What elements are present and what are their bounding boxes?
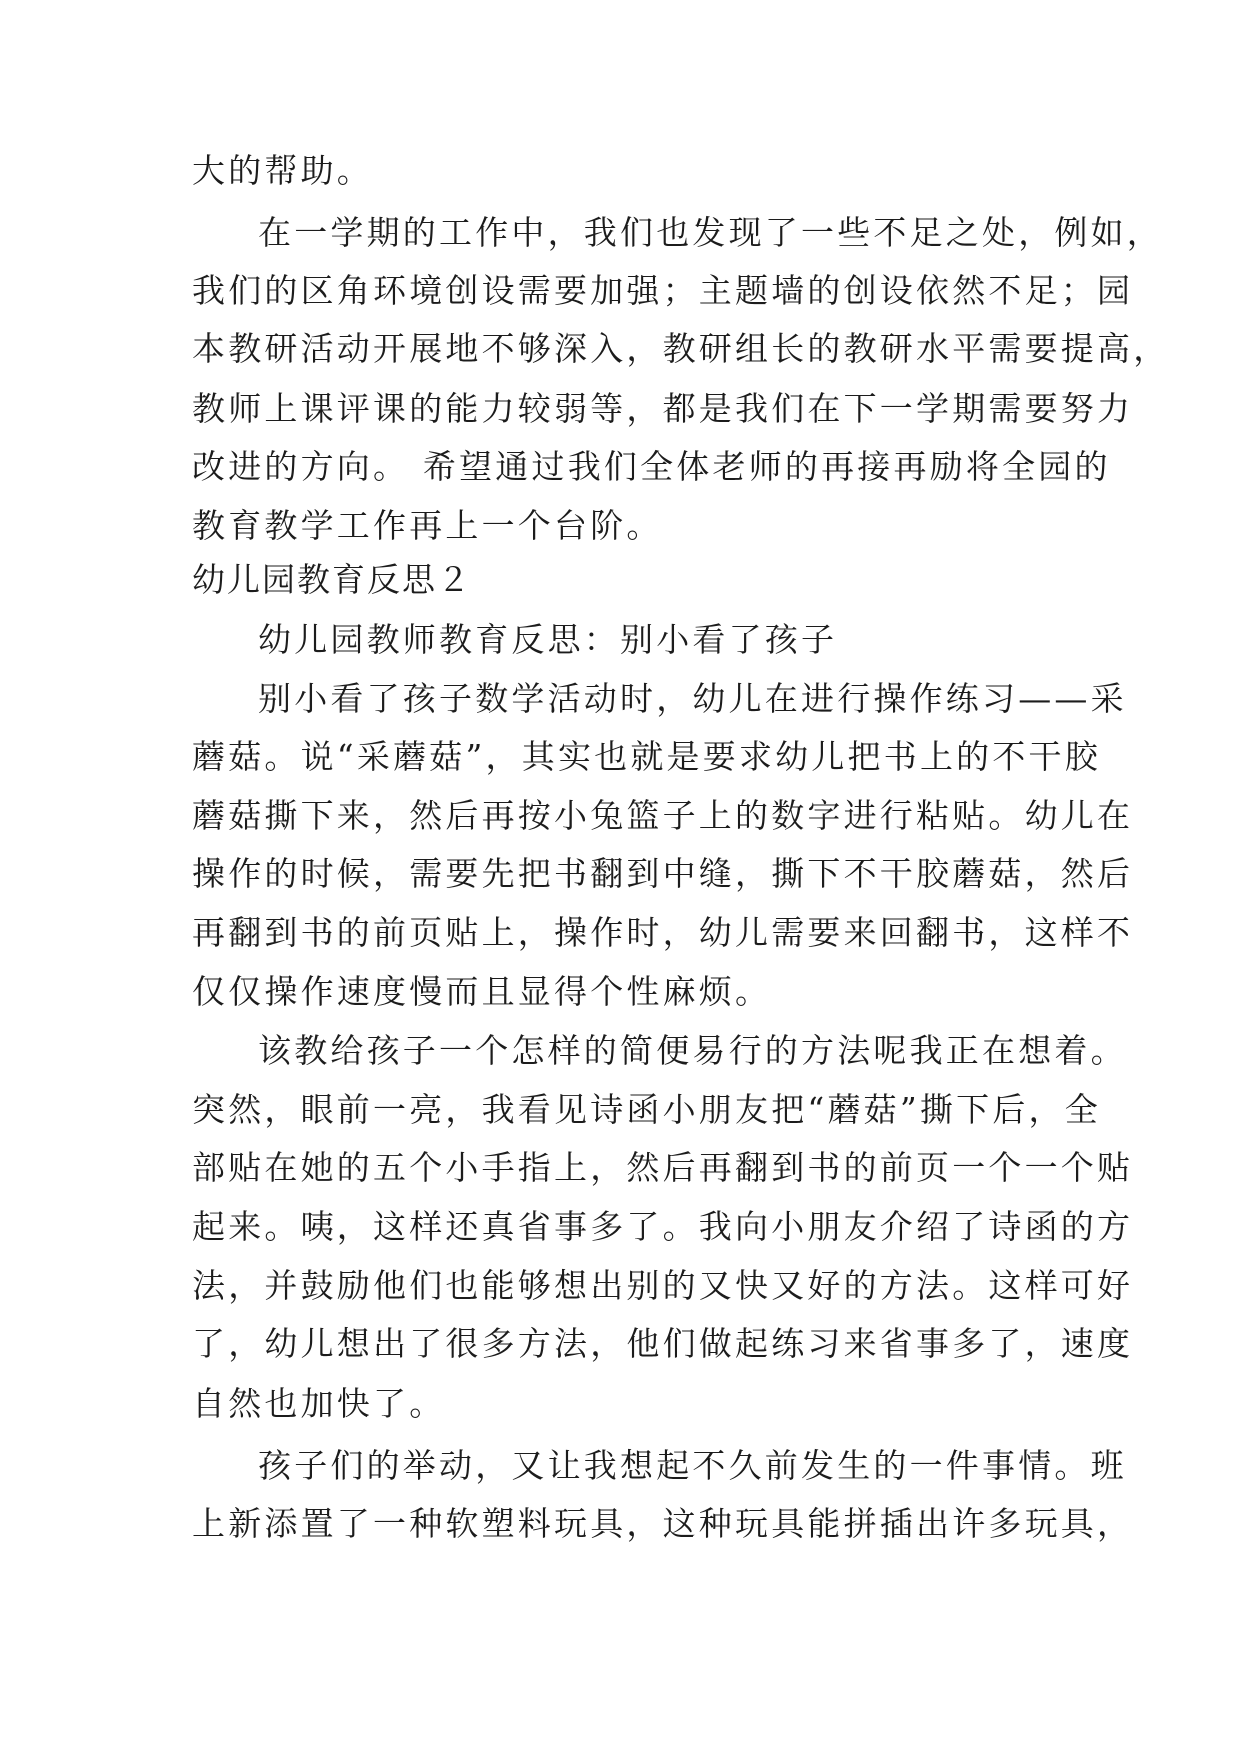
- text-line: 仅仅操作速度慢而且显得个性麻烦。: [192, 972, 772, 1011]
- text-line: 别小看了孩子数学活动时，幼儿在进行操作练习——采: [258, 679, 1127, 718]
- text-line: 大的帮助。: [192, 151, 373, 190]
- text-line: 孩子们的举动，又让我想起不久前发生的一件事情。班: [258, 1446, 1127, 1485]
- text-line: 我们的区角环境创设需要加强；主题墙的创设依然不足；园: [192, 271, 1134, 310]
- text-line: 本教研活动开展地不够深入，教研组长的教研水平需要提高，: [192, 329, 1170, 368]
- text-line: 在一学期的工作中，我们也发现了一些不足之处，例如，: [258, 213, 1163, 252]
- text-line: 部贴在她的五个小手指上，然后再翻到书的前页一个一个贴: [192, 1148, 1134, 1187]
- text-line: 教育教学工作再上一个台阶。: [192, 506, 663, 545]
- section-heading: 幼儿园教育反思２: [192, 560, 472, 599]
- text-line: 该教给孩子一个怎样的简便易行的方法呢我正在想着。: [258, 1031, 1127, 1070]
- text-line: 起来。咦，这样还真省事多了。我向小朋友介绍了诗函的方: [192, 1207, 1134, 1246]
- text-line: 蘑菇撕下来，然后再按小兔篮子上的数字进行粘贴。幼儿在: [192, 796, 1134, 835]
- text-line: 教师上课评课的能力较弱等，都是我们在下一学期需要努力: [192, 389, 1134, 428]
- text-line: 法，并鼓励他们也能够想出别的又快又好的方法。这样可好: [192, 1266, 1134, 1305]
- text-line: 自然也加快了。: [192, 1384, 446, 1423]
- text-line: 上新添置了一种软塑料玩具，这种玩具能拼插出许多玩具，: [192, 1504, 1134, 1543]
- text-line: 蘑菇。说“采蘑菇”，其实也就是要求幼儿把书上的不干胶: [192, 737, 1101, 776]
- text-line: 操作的时候，需要先把书翻到中缝，撕下不干胶蘑菇，然后: [192, 854, 1134, 893]
- text-line: 改进的方向。 希望通过我们全体老师的再接再励将全园的: [192, 447, 1111, 486]
- text-line: 突然，眼前一亮，我看见诗函小朋友把“蘑菇”撕下后，全: [192, 1090, 1101, 1129]
- text-line: 再翻到书的前页贴上，操作时，幼儿需要来回翻书，这样不: [192, 913, 1134, 952]
- subtitle-line: 幼儿园教师教育反思：别小看了孩子: [258, 620, 838, 659]
- text-line: 了，幼儿想出了很多方法，他们做起练习来省事多了，速度: [192, 1324, 1134, 1363]
